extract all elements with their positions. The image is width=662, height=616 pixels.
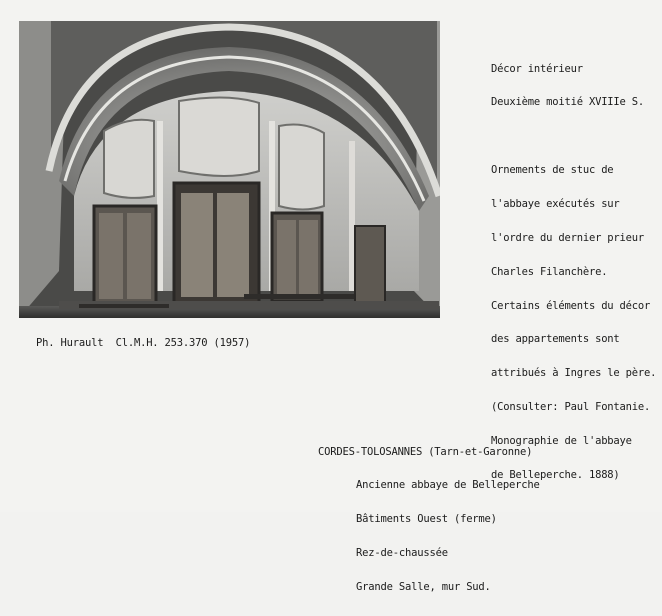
description-line: Charles Filanchère. [491,265,608,278]
description-line: l'abbaye exécutés sur [491,197,620,210]
location-line: Rez-de-chaussée [356,547,448,560]
location-block [318,424,540,616]
description-line: l'ordre du dernier prieur [491,231,645,244]
description-line: (Consulter: Paul Fontanie. [491,401,651,414]
description-line: Certains éléments du décor [491,299,651,312]
description-line: de Belleperche. 1888) [491,468,620,481]
description-line: attribués à Ingres le père. [491,367,657,380]
header-line: Deuxième moitié XVIIIe S. [491,96,645,109]
description-line: des appartements sont [491,333,620,346]
description-line: Monographie de l'abbaye [491,435,632,448]
description-line: Ornements de stuc de [491,163,614,176]
photo-credit: Ph. Hurault Cl.M.H. 253.370 (1957) [36,337,251,349]
interior-photograph [19,21,440,318]
vaulted-hall-image [19,21,440,318]
location-main: CORDES-TOLOSANNES (Tarn-et-Garonne) [318,445,533,458]
location-line: Ancienne abbaye de Belleperche [356,479,540,492]
location-line: Bâtiments Ouest (ferme) [356,513,497,526]
location-line: Grande Salle, mur Sud. [356,581,491,594]
header-line: Décor intérieur [491,62,583,75]
